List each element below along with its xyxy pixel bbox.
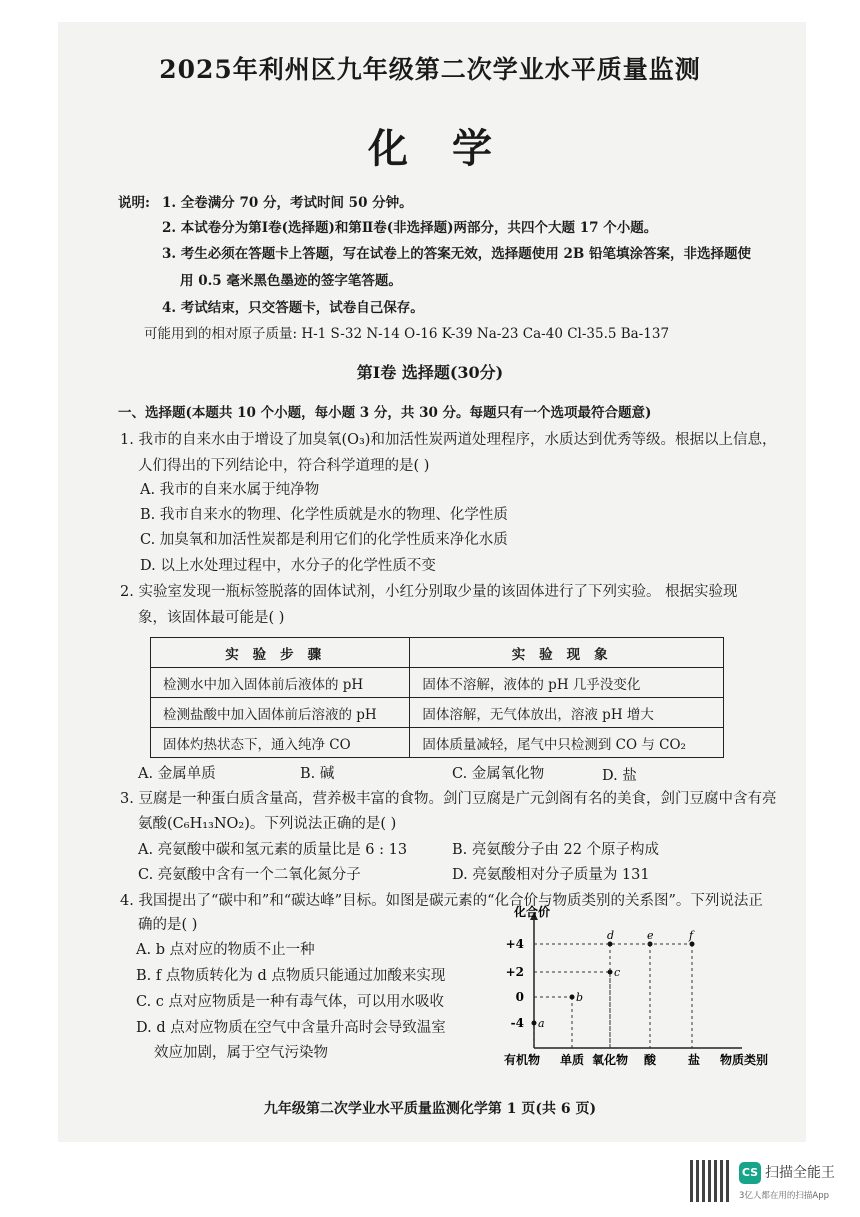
qr-code-icon — [690, 1160, 732, 1202]
point-label: b — [576, 991, 584, 1004]
point-label: d — [607, 929, 615, 942]
q3-option-a: A. 亮氨酸中碳和氢元素的质量比是 6 : 13 — [138, 842, 408, 858]
instruction-item: 1. 全卷满分 70 分，考试时间 50 分钟。 — [162, 195, 413, 211]
point-label: f — [689, 929, 694, 942]
q4-option-c: C. c 点对应物质是一种有毒气体，可以用水吸收 — [136, 994, 445, 1010]
table-cell-step: 检测水中加入固体前后液体的 pH — [151, 668, 410, 698]
q1-option-c: C. 加臭氧和加活性炭都是利用它们的化学性质来净化水质 — [140, 532, 508, 548]
q2-option-b: B. 碱 — [300, 766, 335, 782]
y-tick-label: +4 — [505, 937, 524, 951]
q2-option-d: D. 盐 — [602, 768, 637, 784]
table-row — [151, 728, 724, 758]
q4-option-d-cont: 效应加剧，属于空气污染物 — [154, 1045, 328, 1061]
q4-option-a: A. b 点对应的物质不止一种 — [136, 942, 315, 958]
point-label: e — [647, 929, 654, 942]
data-point — [532, 1021, 537, 1026]
table-row — [151, 668, 724, 698]
table-cell-result: 固体不溶解，液体的 pH 几乎没变化 — [410, 668, 724, 698]
q4-stem: 确的是( ) — [138, 917, 198, 933]
x-axis-label: 物质类别 — [720, 1053, 769, 1067]
table-cell-step: 检测盐酸中加入固体前后溶液的 pH — [151, 698, 410, 728]
exam-title: 2025年利州区九年级第二次学业水平质量监测 — [159, 55, 701, 84]
q4-option-b: B. f 点物质转化为 d 点物质只能通过加酸来实现 — [136, 968, 446, 984]
table-header-step: 实验步骤 — [151, 638, 410, 668]
instruction-item: 4. 考试结束，只交答题卡，试卷自己保存。 — [162, 300, 424, 316]
q2-stem: 象，该固体最可能是( ) — [138, 610, 285, 626]
q1-option-d: D. 以上水处理过程中，水分子的化学性质不变 — [140, 558, 436, 574]
section-heading: 一、选择题(本题共 10 个小题，每小题 3 分，共 30 分。每题只有一个选项最符合题意) — [118, 405, 652, 421]
scanner-slogan: 3亿人都在用的扫描App — [739, 1191, 830, 1201]
x-tick-label: 单质 — [559, 1053, 585, 1067]
subject-title: 化学 — [368, 125, 536, 172]
page-footer: 九年级第二次学业水平质量监测化学第 1 页(共 6 页) — [263, 1101, 597, 1117]
instruction-item: 2. 本试卷分为第Ⅰ卷(选择题)和第Ⅱ卷(非选择题)两部分，共四个大题 17 个小题。 — [162, 220, 658, 236]
q1-stem: 1. 我市的自来水由于增设了加臭氧(O₃)和加活性炭两道处理程序，水质达到优秀等级。根据以上信息， — [120, 432, 777, 448]
atomic-masses: 可能用到的相对原子质量: H-1 S-32 N-14 O-16 K-39 Na-23 Ca-40 Cl-35.5 Ba-137 — [144, 326, 670, 342]
q1-stem: 人们得出的下列结论中，符合科学道理的是( ) — [138, 458, 430, 474]
section-title: 第Ⅰ卷 选择题(30分) — [356, 363, 504, 382]
q3-option-c: C. 亮氨酸中含有一个二氧化氮分子 — [138, 867, 361, 883]
y-tick-label: +2 — [505, 965, 524, 979]
q2-option-a: A. 金属单质 — [138, 766, 216, 782]
q2-stem: 2. 实验室发现一瓶标签脱落的固体试剂，小红分别取少量的该固体进行了下列实验。 根据实验现 — [120, 584, 738, 600]
instruction-item: 3. 考生必须在答题卡上答题，写在试卷上的答案无效，选择题使用 2B 铅笔填涂答案，非选择题使 — [162, 246, 751, 262]
q3-option-b: B. 亮氨酸分子由 22 个原子构成 — [452, 842, 660, 858]
q2-option-c: C. 金属氧化物 — [452, 766, 545, 782]
x-tick-label: 有机物 — [503, 1053, 541, 1067]
instruction-item: 用 0.5 毫米黑色墨迹的签字笔答题。 — [180, 273, 402, 289]
point-label: a — [538, 1017, 545, 1030]
table-cell-step: 固体灼热状态下，通入纯净 CO — [151, 728, 410, 758]
q1-option-a: A. 我市的自来水属于纯净物 — [140, 482, 320, 498]
q3-option-d: D. 亮氨酸相对分子质量为 131 — [452, 867, 650, 883]
q4-option-d: D. d 点对应物质在空气中含量升高时会导致温室 — [136, 1020, 446, 1036]
q3-stem: 氨酸(C₆H₁₃NO₂)。下列说法正确的是( ) — [138, 816, 397, 832]
table-cell-result: 固体溶解，无气体放出，溶液 pH 增大 — [410, 698, 724, 728]
camscanner-logo-icon: CS — [739, 1162, 761, 1184]
x-tick-label: 酸 — [643, 1053, 657, 1067]
y-tick-label: 0 — [515, 990, 524, 1004]
x-tick-label: 盐 — [687, 1053, 701, 1067]
data-point — [690, 942, 695, 947]
table-header-result: 实验现象 — [410, 638, 724, 668]
instructions-label: 说明: — [118, 195, 150, 211]
scanner-brand: 扫描全能王 — [765, 1165, 835, 1181]
q1-option-b: B. 我市自来水的物理、化学性质就是水的物理、化学性质 — [140, 507, 508, 523]
table-cell-result: 固体质量减轻，尾气中只检测到 CO 与 CO₂ — [410, 728, 724, 758]
table-row — [151, 698, 724, 728]
experiment-table — [150, 637, 724, 758]
q3-stem: 3. 豆腐是一种蛋白质含量高，营养极丰富的食物。剑门豆腐是广元剑阁有名的美食，剑门豆腐中含有亮 — [120, 791, 777, 807]
data-point — [570, 995, 575, 1000]
y-tick-label: -4 — [510, 1016, 524, 1030]
q4-stem: 4. 我国提出了“碳中和”和“碳达峰”目标。如图是碳元素的“化合价与物质类别的关系图”。下列说法正 — [120, 893, 763, 909]
y-axis-label: 化合价 — [514, 905, 551, 919]
x-tick-label: 氧化物 — [591, 1053, 629, 1067]
point-label: c — [614, 966, 621, 979]
valence-category-chart — [462, 900, 769, 1070]
